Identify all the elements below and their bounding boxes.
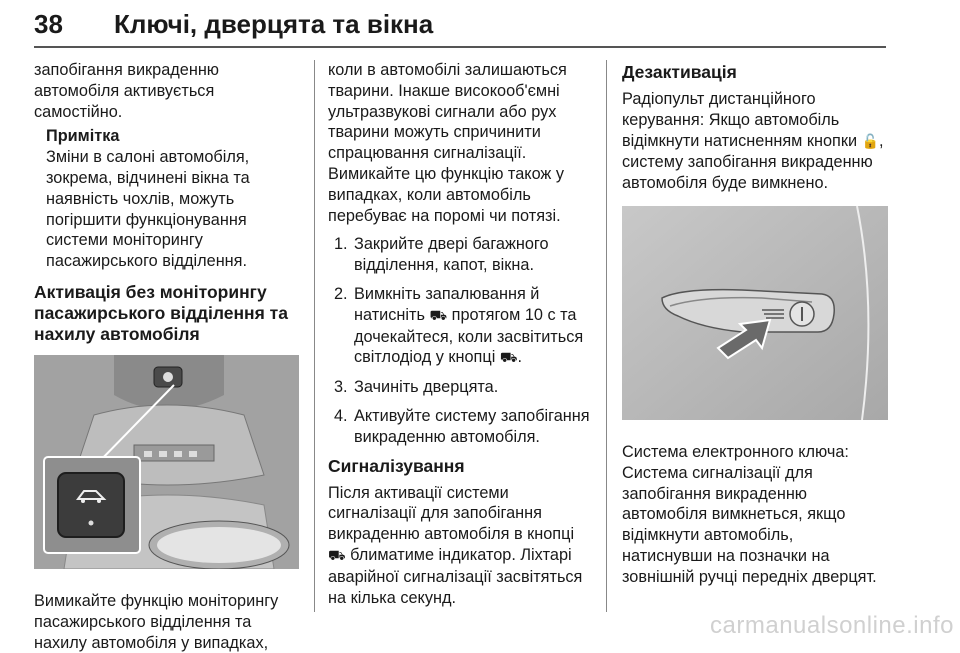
col1-caption: Вимикайте функцію моніторингу пасажирського відділення та нахилу автомобіля у випадках, bbox=[34, 591, 279, 652]
step-text-b: протягом 10 с та дочекайтеся, коли засвітиться світлодіод у кнопці bbox=[354, 305, 584, 367]
col2-body-b: блиматиме індикатор. Ліхтарі аварійної сигналізації засвітяться на кілька секунд. bbox=[328, 545, 583, 607]
list-item bbox=[328, 377, 596, 398]
unlock-icon: 🔓 bbox=[861, 133, 880, 150]
door-handle-illustration bbox=[622, 206, 888, 420]
step-text-a: Вимкніть запалювання й натисніть bbox=[354, 284, 540, 324]
column-3 bbox=[622, 60, 888, 588]
car-tilt-sensor-icon: ⛟ bbox=[429, 307, 448, 324]
car-tilt-sensor-icon: ⛟ bbox=[328, 547, 346, 564]
note-title: Примітка bbox=[46, 127, 120, 146]
header-rule bbox=[34, 46, 886, 48]
list-item bbox=[328, 284, 596, 369]
section-heading-activation: Активація без моніторингу пасажирського відділення та нахилу автомобіля bbox=[34, 281, 288, 344]
note bbox=[46, 126, 299, 272]
car-tilt-sensor-icon: ⛟ bbox=[499, 350, 518, 367]
step-number: 1. bbox=[334, 235, 348, 254]
col3-caption: Система електронного ключа: Система сигналізації для запобігання викраденню автомобіля вимкнеться, якщо відімкнути автомобіль, натиснувши на позначки на зовнішній ручці передніх дверцят. bbox=[622, 442, 877, 586]
door-handle-svg bbox=[622, 206, 888, 420]
page-title: Ключі, дверцята та вікна bbox=[114, 9, 434, 39]
col1-intro: запобігання викраденню автомобіля активується самостійно. bbox=[34, 61, 220, 121]
step-number: 2. bbox=[334, 284, 348, 303]
step-text: Активуйте систему запобігання викраденню автомобіля. bbox=[354, 406, 590, 446]
col2-body bbox=[328, 483, 596, 609]
page-number: 38 bbox=[34, 9, 63, 39]
list-item bbox=[328, 234, 596, 276]
section-heading-deactivation: Дезактивація bbox=[622, 62, 737, 82]
col2-body-a: Після активації системи сигналізації для запобігання викраденню автомобіля в кнопці bbox=[328, 483, 575, 544]
column-1 bbox=[34, 60, 299, 653]
interior-button-illustration bbox=[34, 355, 299, 569]
page-header bbox=[34, 3, 886, 47]
step-text: Закрийте двері багажного відділення, капот, вікна. bbox=[354, 235, 549, 275]
note-text: Зміни в салоні автомобіля, зокрема, відчинені вікна та наявність чохлів, можуть погіршити функціонування системи моніторингу пасажирського відділення. bbox=[46, 148, 250, 271]
col3-body bbox=[622, 89, 888, 194]
column-2 bbox=[328, 60, 596, 608]
list-item bbox=[328, 406, 596, 448]
col3-body-b: , систему запобігання викраденню автомобіля буде вимкнено. bbox=[622, 131, 884, 193]
col3-body-a: Радіопульт дистанційного керування: Якщо автомобіль відімкнути натисненням кнопки bbox=[622, 90, 858, 150]
col2-intro: коли в автомобілі залишаються тварини. Інакше високооб'ємні ультразвукові сигнали або рух тварини можуть спричинити спрацювання сигналізації. Вимикайте цю функцію також у випадках, коли автомобіль перебуває на поромі чи потязі. bbox=[328, 61, 567, 225]
column-divider-2 bbox=[606, 60, 607, 612]
steps-list bbox=[328, 234, 596, 447]
step-text-c: . bbox=[517, 348, 523, 367]
section-heading-signalling: Сигналізування bbox=[328, 455, 465, 476]
step-text: Зачиніть дверцята. bbox=[354, 378, 499, 397]
interior-illustration-svg bbox=[34, 355, 299, 569]
column-divider-1 bbox=[314, 60, 315, 612]
step-number: 3. bbox=[334, 378, 348, 397]
watermark: carmanualsonline.info bbox=[710, 612, 954, 639]
step-number: 4. bbox=[334, 406, 348, 425]
